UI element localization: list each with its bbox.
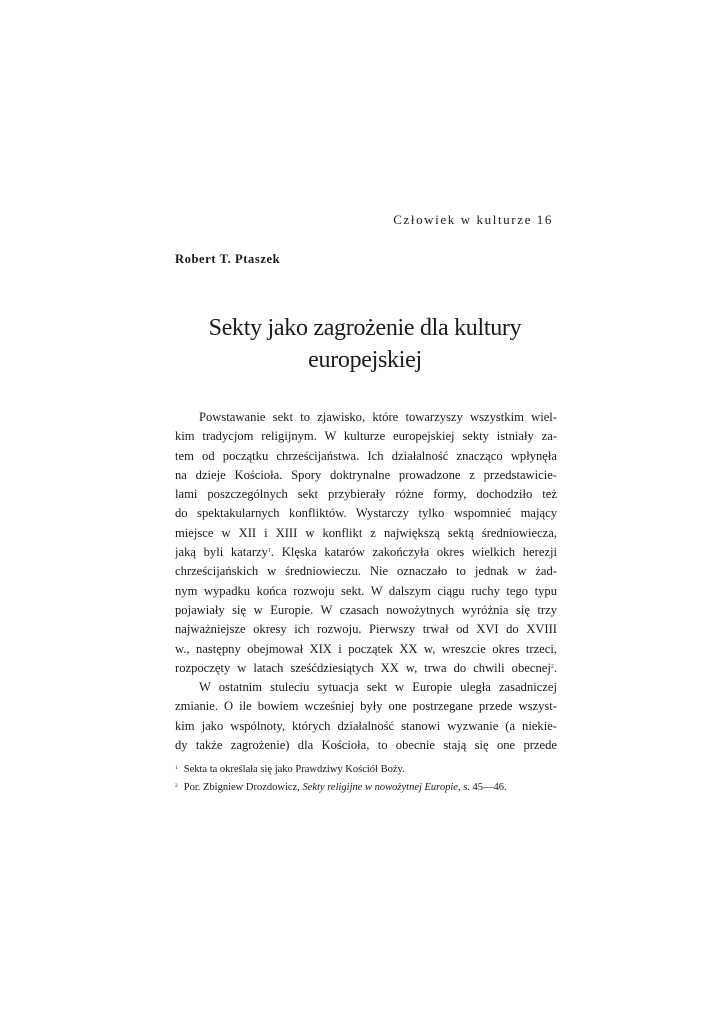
body-line: najważniejsze okresy ich rozwoju. Pierwszy trwał od XVI do XVIII xyxy=(175,622,557,637)
body-line: chrześcijańskich w średniowieczu. Nie oznaczało to jednak w żad- xyxy=(175,564,557,579)
footnote-text: Sekta ta określała się jako Prawdziwy Kościół Boży. xyxy=(183,764,405,775)
footnote-book-title: Sekty religijne w nowożytnej Europie xyxy=(302,782,458,793)
body-line: rozpoczęty w latach sześćdziesiątych XX w, trwa do chwili obecnej$^2$. xyxy=(175,660,557,675)
body-line: jaką byli katarzy$^1$. Klęska katarów zakończyła okres wielkich herezji xyxy=(175,545,557,560)
footnote-marker: 2 xyxy=(550,663,554,670)
body-line-part: jaką byli katarzy xyxy=(175,545,268,560)
footnotes xyxy=(175,760,557,796)
body-line: lami poszczególnych sekt przybierały różne formy, dochodziło też xyxy=(175,487,557,502)
body-line: tem od początku chrześcijaństwa. Ich działalność znacząco wpłynęła xyxy=(175,448,557,463)
body-line: W ostatnim stuleciu sytuacja sekt w Europie uległa zasadniczej xyxy=(199,680,557,695)
body-line: dy także zagrożenie) dla Kościoła, to obecnie stają się one przede xyxy=(175,738,557,753)
footnote-number: 2 xyxy=(175,783,178,789)
body-line-part: Klęska katarów zakończyła okres wielkich herezji xyxy=(281,545,557,560)
footnote xyxy=(175,760,557,778)
body-line: kim tradycjom religijnym. W kulturze europejskiej sekty istniały za- xyxy=(175,429,557,444)
body-line-part: rozpoczęty w latach sześćdziesiątych XX w, trwa do chwili obecnej xyxy=(175,660,551,675)
article-title xyxy=(150,312,580,376)
running-header: Człowiek w kulturze 16 xyxy=(393,212,553,227)
body-line: do spektakularnych konfliktów. Wystarczy tylko wspomnieć mający xyxy=(175,506,557,521)
title-line: Sekty jako zagrożenie dla kultury xyxy=(208,315,522,341)
footnote-marker: 1 xyxy=(267,548,271,555)
body-line: na dzieje Kościoła. Spory doktrynalne prowadzone z przedstawicie- xyxy=(175,467,557,482)
body-line: kim jako wspólnoty, których działalność stanowi wyzwanie (a niekie- xyxy=(175,718,557,733)
body-line: pojawiały się w Europie. W czasach nowożytnych wyróżnia się trzy xyxy=(175,602,557,617)
body-line: miejsce w XII i XIII w konflikt z największą sektą średniowiecza, xyxy=(175,525,557,540)
footnote-number: 1 xyxy=(175,765,178,771)
article-body xyxy=(175,408,557,755)
footnote-text: Por. Zbigniew Drozdowicz, xyxy=(183,782,303,793)
footnote xyxy=(175,778,557,796)
article-author: Robert T. Ptaszek xyxy=(175,252,281,266)
footnote-text: , s. 45—46. xyxy=(457,782,507,793)
body-line: zmianie. O ile bowiem wcześniej były one postrzegane przede wszyst- xyxy=(175,699,557,714)
title-line: europejskiej xyxy=(308,347,422,373)
body-line: w., następny obejmował XIX i początek XX w, wreszcie okres trzeci, xyxy=(175,641,557,656)
body-line: Powstawanie sekt to zjawisko, które towarzyszy wszystkim wiel- xyxy=(199,410,557,424)
body-line: nym wypadku końca rozwoju sekt. W dalszym ciągu ruchy tego typu xyxy=(175,583,557,598)
